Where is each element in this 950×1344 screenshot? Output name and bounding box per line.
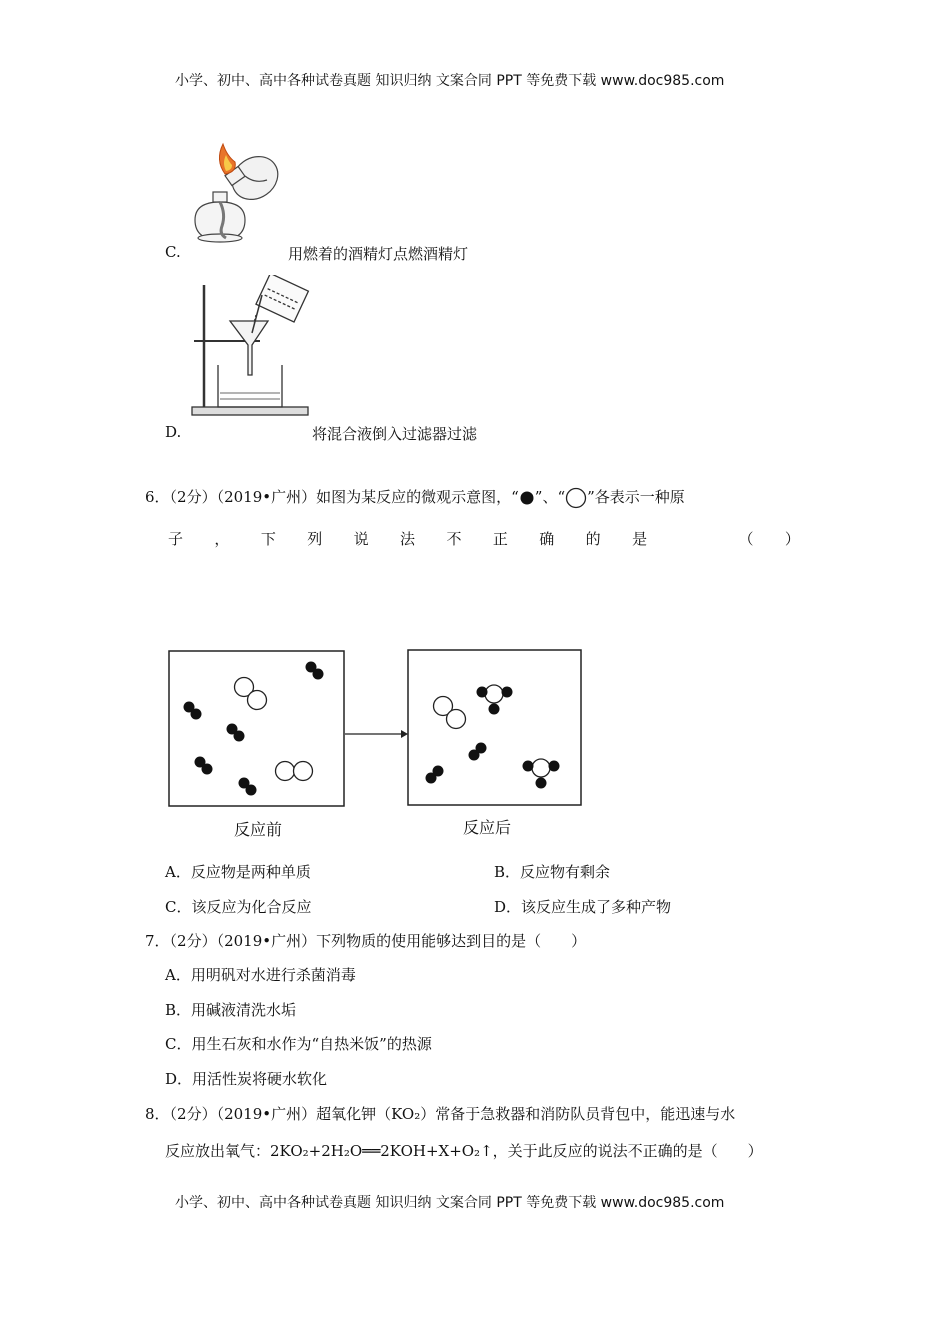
q5-option-c-letter: C. xyxy=(165,243,181,261)
q6-stem-line1 xyxy=(145,486,685,509)
reaction-arrow-icon xyxy=(401,730,408,738)
q5-option-c-text: 用燃着的酒精灯点燃酒精灯 xyxy=(288,245,469,263)
q6-char: 列 xyxy=(307,530,323,548)
q7-option-c: C．用生石灰和水作为“自热米饭”的热源 xyxy=(165,1035,432,1053)
q6-stem-part2: ”、“ xyxy=(534,488,566,506)
q6-option-d: D．该反应生成了多种产物 xyxy=(494,898,672,916)
q6-char: 子 xyxy=(168,530,184,548)
q7-stem: 7．（2分）（2019•广州）下列物质的使用能够达到目的是（ ） xyxy=(145,932,587,950)
q6-stem-part3: ”各表示一种原 xyxy=(587,488,685,506)
q6-char: 说 xyxy=(353,530,369,548)
white-atom-icon xyxy=(565,487,587,509)
reaction-diagram xyxy=(165,648,590,813)
q6-char: 不 xyxy=(446,530,462,548)
black-atom-icon xyxy=(519,490,535,506)
q8-stem-line1: 8．（2分）（2019•广州）超氧化钾（KO₂）常备于急救器和消防队员背包中，能迅速与水 xyxy=(145,1105,736,1123)
q7-option-b: B．用碱液清洗水垢 xyxy=(165,1001,297,1019)
q6-stem-line2 xyxy=(168,528,800,549)
page-header: 小学、初中、高中各种试卷真题 知识归纳 文案合同 PPT 等免费下载 www.doc985.com xyxy=(175,73,725,89)
q5-option-d-letter: D. xyxy=(165,423,182,441)
q6-char: 正 xyxy=(492,530,508,548)
q6-stem-part1: 6．（2分）（2019•广州）如图为某反应的微观示意图，“ xyxy=(145,488,519,506)
q5-option-d-text: 将混合液倒入过滤器过滤 xyxy=(312,425,478,443)
filtration-figure xyxy=(190,275,320,420)
q6-char: 法 xyxy=(400,530,416,548)
q6-option-a: A．反应物是两种单质 xyxy=(165,863,311,881)
q6-option-c: C．该反应为化合反应 xyxy=(165,898,312,916)
q6-option-b: B．反应物有剩余 xyxy=(494,863,611,881)
q6-char: 的 xyxy=(585,530,601,548)
q6-char: 确 xyxy=(539,530,555,548)
before-label: 反应前 xyxy=(234,820,283,839)
q8-stem-line2: 反应放出氧气：2KO₂+2H₂O══2KOH+X+O₂↑，关于此反应的说法不正确的是（ ） xyxy=(165,1142,763,1160)
alcohol-lamp-figure xyxy=(185,140,295,248)
q6-char: 是 xyxy=(632,530,648,548)
q6-char: ） xyxy=(784,530,800,548)
after-label: 反应后 xyxy=(463,818,512,837)
q7-option-d: D．用活性炭将硬水软化 xyxy=(165,1070,328,1088)
q6-char: （ xyxy=(738,530,754,548)
q6-char: ， xyxy=(214,530,230,548)
page-footer: 小学、初中、高中各种试卷真题 知识归纳 文案合同 PPT 等免费下载 www.doc985.com xyxy=(175,1195,725,1211)
q6-char: 下 xyxy=(260,530,276,548)
q7-option-a: A．用明矾对水进行杀菌消毒 xyxy=(165,966,356,984)
